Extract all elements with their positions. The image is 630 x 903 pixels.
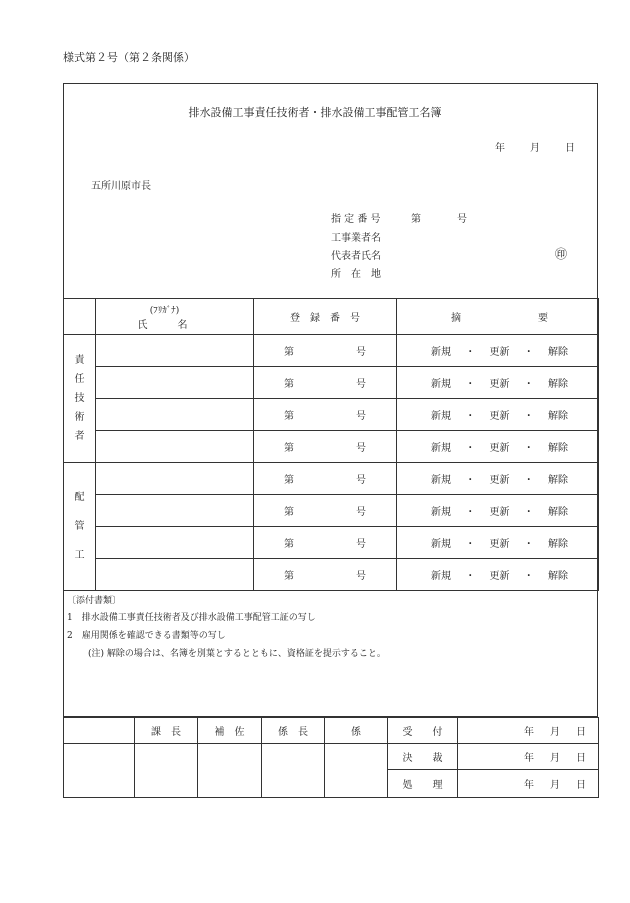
reg-go: 号 [356, 571, 366, 582]
option-cancel[interactable]: 解除 [548, 379, 568, 390]
date-month: 月 [550, 780, 560, 791]
date-month: 月 [550, 727, 560, 738]
dot-separator: ・ [465, 475, 476, 486]
option-cancel[interactable]: 解除 [548, 411, 568, 422]
address-label: 所 在 地 [331, 269, 381, 280]
dot-separator: ・ [465, 571, 476, 582]
summary-header [397, 299, 599, 335]
option-update[interactable]: 更新 [489, 379, 510, 390]
sub-chief-header: 係 長 [262, 718, 325, 744]
option-new[interactable]: 新規 [431, 571, 451, 582]
registration-field[interactable] [254, 495, 397, 527]
group-label-plumber [64, 463, 96, 591]
option-update[interactable]: 更新 [489, 475, 510, 486]
reg-dai: 第 [284, 443, 294, 454]
attachments-header: 〔添付書類〕 [67, 596, 122, 606]
summary-field [397, 431, 599, 463]
dot-separator: ・ [523, 411, 534, 422]
option-new[interactable]: 新規 [431, 347, 451, 358]
reg-go: 号 [356, 475, 366, 486]
table-row [64, 463, 599, 495]
dot-separator: ・ [523, 507, 534, 518]
designation-dai: 第 [411, 214, 421, 225]
chief-header: 課 長 [135, 718, 198, 744]
received-label: 受 付 [388, 718, 458, 744]
option-new[interactable]: 新規 [431, 539, 451, 550]
reg-go: 号 [356, 539, 366, 550]
dot-separator: ・ [523, 475, 534, 486]
assistant-header: 補 佐 [198, 718, 262, 744]
group-char: 管 [74, 521, 85, 532]
assistant-stamp-box[interactable] [198, 744, 262, 798]
option-cancel[interactable]: 解除 [548, 539, 568, 550]
designation-go: 号 [457, 214, 467, 225]
registration-field[interactable] [254, 431, 397, 463]
summary-header-2: 要 [538, 313, 548, 324]
table-row [64, 431, 599, 463]
dot-separator: ・ [465, 411, 476, 422]
option-new[interactable]: 新規 [431, 443, 451, 454]
group-char: 任 [74, 374, 85, 385]
summary-header-1: 摘 [451, 313, 461, 324]
addressee: 五所川原市長 [91, 181, 151, 192]
summary-field [397, 463, 599, 495]
registration-field[interactable] [254, 463, 397, 495]
form-title: 排水設備工事責任技術者・排水設備工事配管工名簿 [188, 106, 442, 119]
summary-field [397, 335, 599, 367]
sub-chief-stamp-box[interactable] [262, 744, 325, 798]
roster-header-row [64, 299, 599, 335]
date-day: 日 [565, 143, 575, 154]
form-number-label: 様式第２号（第２条関係） [63, 51, 195, 64]
reg-dai: 第 [284, 539, 294, 550]
name-field[interactable] [96, 527, 254, 559]
staff-header: 係 [325, 718, 388, 744]
dot-separator: ・ [465, 347, 476, 358]
option-cancel[interactable]: 解除 [548, 571, 568, 582]
name-field[interactable] [96, 559, 254, 591]
date-day: 日 [576, 780, 586, 791]
reg-dai: 第 [284, 411, 294, 422]
option-update[interactable]: 更新 [489, 539, 510, 550]
group-char: 技 [74, 393, 85, 404]
name-field[interactable] [96, 463, 254, 495]
option-update[interactable]: 更新 [489, 411, 510, 422]
option-cancel[interactable]: 解除 [548, 347, 568, 358]
dot-separator: ・ [465, 443, 476, 454]
group-label-technician [64, 335, 96, 463]
office-blank-cell [64, 718, 135, 744]
reg-go: 号 [356, 379, 366, 390]
office-blank-cell [64, 744, 135, 798]
date-year: 年 [524, 753, 534, 764]
attachment-item-2: 2 雇用関係を確認できる書類等の写し [67, 631, 226, 641]
option-cancel[interactable]: 解除 [548, 443, 568, 454]
reg-go: 号 [356, 347, 366, 358]
option-update[interactable]: 更新 [489, 443, 510, 454]
processed-date[interactable] [458, 770, 599, 798]
option-update[interactable]: 更新 [489, 571, 510, 582]
company-label: 工事業者名 [331, 233, 381, 244]
reg-dai: 第 [284, 507, 294, 518]
table-row [64, 399, 599, 431]
reg-dai: 第 [284, 379, 294, 390]
summary-field [397, 367, 599, 399]
registration-field[interactable] [254, 335, 397, 367]
name-field[interactable] [96, 431, 254, 463]
name-header-cell [96, 299, 254, 335]
option-new[interactable]: 新規 [431, 507, 451, 518]
summary-field [397, 559, 599, 591]
name-header-label: 氏 名 [137, 319, 188, 331]
reg-dai: 第 [284, 571, 294, 582]
group-char: 配 [74, 492, 85, 503]
chief-stamp-box[interactable] [135, 744, 198, 798]
seal-mark: ㊞ [555, 247, 568, 261]
dot-separator: ・ [523, 539, 534, 550]
date-month: 月 [530, 143, 540, 154]
name-field[interactable] [96, 399, 254, 431]
office-row [64, 744, 599, 770]
registration-field[interactable] [254, 559, 397, 591]
furigana-label: (ﾌﾘｶﾞﾅ) [149, 305, 180, 316]
approved-date[interactable] [458, 744, 599, 770]
option-cancel[interactable]: 解除 [548, 507, 568, 518]
approved-label: 決 裁 [388, 744, 458, 770]
group-char: 工 [74, 550, 85, 561]
office-use-table [63, 717, 599, 798]
name-field[interactable] [96, 335, 254, 367]
date-year: 年 [495, 143, 505, 154]
attachment-note: (注) 解除の場合は、名簿を別葉とするとともに、資格証を提示すること。 [88, 649, 386, 659]
reg-go: 号 [356, 443, 366, 454]
reg-go: 号 [356, 507, 366, 518]
option-new[interactable]: 新規 [431, 379, 451, 390]
group-char: 責 [74, 355, 85, 366]
registration-field[interactable] [254, 527, 397, 559]
dot-separator: ・ [523, 571, 534, 582]
date-day: 日 [576, 727, 586, 738]
table-row [64, 527, 599, 559]
received-date[interactable] [458, 718, 599, 744]
group-char: 術 [74, 412, 85, 423]
date-month: 月 [550, 753, 560, 764]
registration-header: 登 録 番 号 [254, 299, 397, 335]
designation-label: 指 定 番 号 [331, 214, 381, 225]
registration-field[interactable] [254, 367, 397, 399]
option-update[interactable]: 更新 [489, 507, 510, 518]
dot-separator: ・ [523, 347, 534, 358]
date-day: 日 [576, 753, 586, 764]
reg-dai: 第 [284, 475, 294, 486]
dot-separator: ・ [465, 539, 476, 550]
option-cancel[interactable]: 解除 [548, 475, 568, 486]
reg-dai: 第 [284, 347, 294, 358]
dot-separator: ・ [523, 379, 534, 390]
option-update[interactable]: 更新 [489, 347, 510, 358]
office-row [64, 718, 599, 744]
table-row [64, 559, 599, 591]
dot-separator: ・ [465, 507, 476, 518]
summary-field [397, 527, 599, 559]
registration-field[interactable] [254, 399, 397, 431]
date-year: 年 [524, 780, 534, 791]
table-row [64, 367, 599, 399]
processed-label: 処 理 [388, 770, 458, 798]
name-field[interactable] [96, 495, 254, 527]
summary-field [397, 495, 599, 527]
reg-go: 号 [356, 411, 366, 422]
table-row [64, 335, 599, 367]
attachment-item-1: 1 排水設備工事責任技術者及び排水設備工事配管工証の写し [67, 613, 316, 623]
dot-separator: ・ [465, 379, 476, 390]
dot-separator: ・ [523, 443, 534, 454]
option-new[interactable]: 新規 [431, 411, 451, 422]
summary-field [397, 399, 599, 431]
roster-table [63, 298, 599, 591]
representative-label: 代表者氏名 [331, 251, 381, 262]
staff-stamp-box[interactable] [325, 744, 388, 798]
table-row [64, 495, 599, 527]
option-new[interactable]: 新規 [431, 475, 451, 486]
group-char: 者 [74, 431, 85, 442]
date-year: 年 [524, 727, 534, 738]
name-field[interactable] [96, 367, 254, 399]
